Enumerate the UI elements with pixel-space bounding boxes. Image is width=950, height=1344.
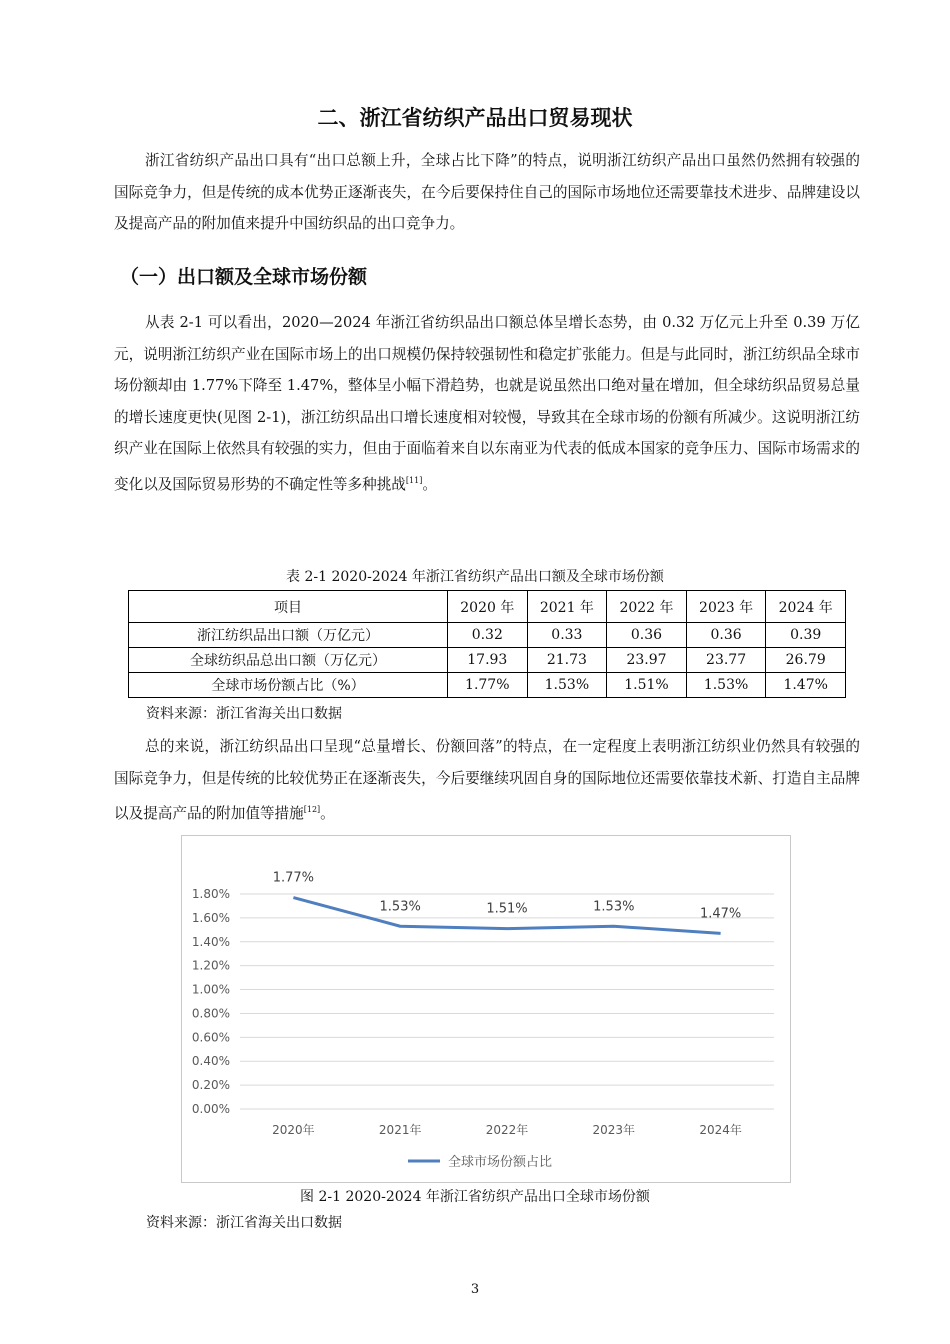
table-header-cell: 2023 年 xyxy=(686,591,766,623)
table-row xyxy=(129,648,846,673)
citation-11[interactable]: [11] xyxy=(405,475,423,485)
chart-svg xyxy=(182,836,790,1182)
table-cell: 1.77% xyxy=(448,673,528,698)
table-header-cell: 2022 年 xyxy=(607,591,687,623)
table-cell: 0.36 xyxy=(607,623,687,648)
table-cell: 浙江纺织品出口额（万亿元） xyxy=(129,623,448,648)
table-row xyxy=(129,673,846,698)
page-number: 3 xyxy=(470,1282,480,1297)
x-tick-label: 2021年 xyxy=(378,1123,422,1137)
data-label: 1.77% xyxy=(272,870,315,886)
summary-text: 总的来说，浙江纺织品出口呈现“总量增长、份额回落”的特点，在一定程度上表明浙江纺织业仍然具有较强的国际竞争力，但是传统的比较优势正在逐渐丧失，今后要继续巩固自身的国际地位还需要依靠技术新、打造自主品牌以及提高产品的附加值等措施 xyxy=(114,738,860,822)
table-header-cell: 2021 年 xyxy=(527,591,607,623)
table-caption: 表 2-1 2020-2024 年浙江省纺织产品出口额及全球市场份额 xyxy=(286,569,664,585)
body-end: 。 xyxy=(422,475,437,493)
section-title: 二、浙江省纺织产品出口贸易现状 xyxy=(317,106,633,130)
y-tick-label: 0.40% xyxy=(191,1054,230,1069)
subsection-title: （一）出口额及全球市场份额 xyxy=(120,266,368,288)
data-label: 1.47% xyxy=(699,906,742,922)
data-label: 1.51% xyxy=(486,901,528,917)
export-table xyxy=(128,590,846,698)
intro-paragraph: 浙江省纺织产品出口具有“出口总额上升，全球占比下降”的特点，说明浙江纺织产品出口虽然仍然拥有较强的国际竞争力，但是传统的成本优势正逐渐丧失，在今后要保持住自己的国际市场地位还需要靠技术进步、品牌建设以及提高产品的附加值来提升中国纺织品的出口竞争力。 xyxy=(114,152,860,232)
summary-paragraph xyxy=(114,731,860,830)
table-cell: 0.33 xyxy=(527,623,607,648)
table-cell: 1.51% xyxy=(607,673,687,698)
body-paragraph xyxy=(114,307,860,500)
data-label: 1.53% xyxy=(593,899,635,915)
table-row xyxy=(129,623,846,648)
table-source: 资料来源：浙江省海关出口数据 xyxy=(146,706,342,722)
x-tick-label: 2022年 xyxy=(485,1123,529,1137)
y-tick-label: 0.60% xyxy=(191,1030,230,1045)
body-text: 从表 2-1 可以看出，2020—2024 年浙江省纺织品出口额总体呈增长态势，由 0.32 万亿元上升至 0.39 万亿元，说明浙江纺织产业在国际市场上的出口规模仍保持较强韧性和稳定扩张能力。但是与此同时，浙江纺织品全球市场份额却由 1.77%下降至 1.47%，整体呈小幅下滑趋势，也就是说虽然出口绝对量在增加，但全球纺织品贸易总量的增长速度更快(见图 2-1)，浙江纺织品出口增长速度相对较慢，导致其在全球市场的份额有所减少。这说明浙江纺织产业在国际上依然具有较强的实力，但由于面临着来自以东南亚为代表的低成本国家的竞争压力、国际市场需求的变化以及国际贸易形势的不确定性等多种挑战 xyxy=(114,314,860,493)
table-header-cell: 2024 年 xyxy=(766,591,846,623)
y-tick-label: 1.20% xyxy=(191,958,230,973)
x-tick-label: 2023年 xyxy=(592,1123,636,1137)
table-cell: 0.39 xyxy=(766,623,846,648)
table-header-cell: 2020 年 xyxy=(448,591,528,623)
table-header-cell: 项目 xyxy=(129,591,448,623)
legend-label: 全球市场份额占比 xyxy=(448,1155,553,1170)
table-cell: 17.93 xyxy=(448,648,528,673)
table-cell: 1.47% xyxy=(766,673,846,698)
y-tick-label: 1.60% xyxy=(191,910,230,925)
y-tick-label: 1.00% xyxy=(191,982,230,997)
figure-caption: 图 2-1 2020-2024 年浙江省纺织产品出口全球市场份额 xyxy=(300,1189,650,1205)
table-cell: 0.32 xyxy=(448,623,528,648)
table-header-row xyxy=(129,591,846,623)
x-tick-label: 2020年 xyxy=(272,1123,315,1137)
y-tick-label: 0.20% xyxy=(191,1078,230,1093)
table-cell: 0.36 xyxy=(686,623,766,648)
data-label: 1.53% xyxy=(379,899,421,915)
table-cell: 1.53% xyxy=(686,673,766,698)
table-cell: 全球市场份额占比（%） xyxy=(129,673,448,698)
x-tick-label: 2024年 xyxy=(699,1123,742,1137)
y-tick-label: 0.00% xyxy=(191,1102,230,1116)
summary-end: 。 xyxy=(320,805,335,822)
table-cell: 21.73 xyxy=(527,648,607,673)
figure-source: 资料来源：浙江省海关出口数据 xyxy=(146,1215,342,1231)
citation-12[interactable]: [12] xyxy=(303,805,321,814)
y-tick-label: 1.40% xyxy=(191,934,230,949)
table-cell: 全球纺织品总出口额（万亿元） xyxy=(129,648,448,673)
y-tick-label: 1.80% xyxy=(191,887,230,901)
market-share-chart xyxy=(181,835,791,1183)
y-tick-label: 0.80% xyxy=(191,1006,230,1021)
table-cell: 23.77 xyxy=(686,648,766,673)
table-cell: 26.79 xyxy=(766,648,846,673)
table-cell: 1.53% xyxy=(527,673,607,698)
table-cell: 23.97 xyxy=(607,648,687,673)
